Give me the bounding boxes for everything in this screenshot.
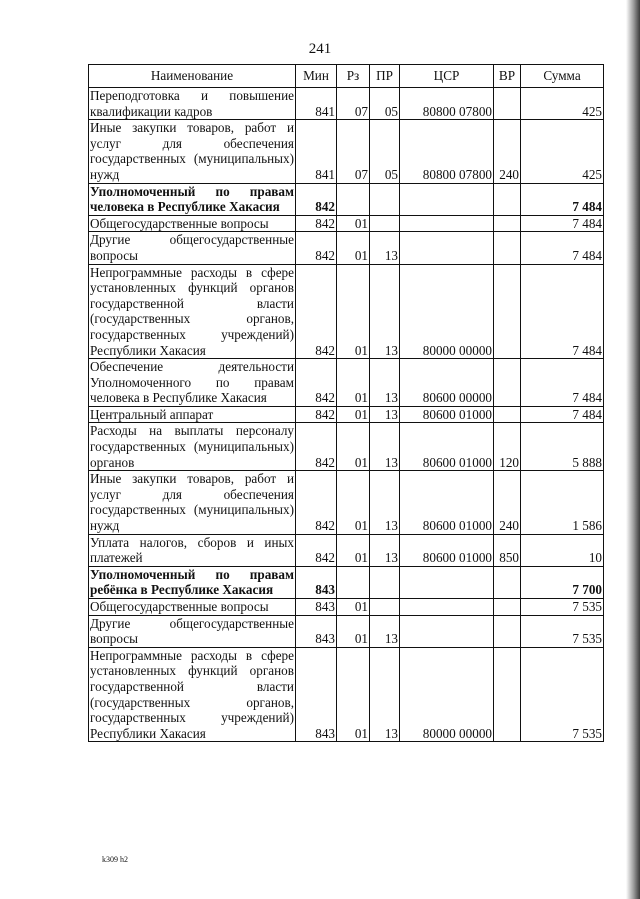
cell-vr [494, 647, 521, 742]
cell-rz: 07 [337, 120, 370, 183]
cell-rz: 01 [337, 471, 370, 534]
cell-min: 843 [296, 615, 337, 647]
cell-rz: 01 [337, 615, 370, 647]
table-row [89, 264, 604, 359]
cell-vr [494, 264, 521, 359]
cell-sum: 425 [521, 120, 604, 183]
cell-csr [400, 599, 494, 616]
table-row [89, 183, 604, 215]
cell-pr [370, 183, 400, 215]
table-row [89, 120, 604, 183]
cell-pr [370, 599, 400, 616]
cell-pr: 13 [370, 423, 400, 471]
cell-min: 842 [296, 534, 337, 566]
cell-min: 842 [296, 232, 337, 264]
header-min: Мин [296, 65, 337, 88]
cell-sum: 1 586 [521, 471, 604, 534]
table-row [89, 232, 604, 264]
cell-csr [400, 615, 494, 647]
cell-name: Общегосударственные вопросы [89, 599, 296, 616]
cell-csr: 80000 00000 [400, 647, 494, 742]
cell-csr: 80600 01000 [400, 406, 494, 423]
cell-name: Непрограммные расходы в сфере установленных функций органов государственной власти (государственных органов, государственных учреждений) Республики Хакасия [90, 647, 294, 741]
cell-vr: 240 [494, 471, 521, 534]
cell-min: 843 [296, 647, 337, 742]
cell-min: 842 [296, 406, 337, 423]
table-header-row [89, 65, 604, 88]
header-rz: Рз [337, 65, 370, 88]
cell-min: 842 [296, 183, 337, 215]
cell-csr: 80800 07800 [400, 120, 494, 183]
cell-pr: 13 [370, 264, 400, 359]
cell-pr: 05 [370, 120, 400, 183]
cell-pr: 13 [370, 406, 400, 423]
cell-name: Другие общегосударственные вопросы [90, 232, 294, 263]
cell-min: 842 [296, 471, 337, 534]
cell-sum: 7 484 [521, 406, 604, 423]
cell-sum: 425 [521, 88, 604, 120]
cell-vr [494, 615, 521, 647]
cell-sum: 7 535 [521, 615, 604, 647]
cell-rz: 01 [337, 215, 370, 232]
cell-csr: 80600 01000 [400, 423, 494, 471]
cell-name: Другие общегосударственные вопросы [90, 615, 294, 647]
cell-min: 841 [296, 120, 337, 183]
cell-vr [494, 566, 521, 598]
cell-min: 843 [296, 599, 337, 616]
cell-name: Обеспечение деятельности Уполномоченного по правам человека в Республике Хакасия [90, 359, 294, 406]
header-name: Наименование [89, 65, 296, 88]
cell-name: Уполномоченный по правам ребёнка в Республике Хакасия [90, 566, 294, 598]
cell-rz [337, 183, 370, 215]
table-row [89, 215, 604, 232]
table-body [89, 88, 604, 742]
cell-sum: 7 484 [521, 215, 604, 232]
cell-vr: 240 [494, 120, 521, 183]
cell-pr: 13 [370, 534, 400, 566]
table-row [89, 359, 604, 407]
cell-sum: 7 484 [521, 264, 604, 359]
table-row [89, 534, 604, 566]
cell-csr: 80600 00000 [400, 359, 494, 407]
header-sum: Сумма [521, 65, 604, 88]
cell-csr [400, 232, 494, 264]
cell-pr: 13 [370, 359, 400, 407]
cell-sum: 7 535 [521, 647, 604, 742]
cell-csr [400, 215, 494, 232]
header-csr: ЦСР [400, 65, 494, 88]
table-row [89, 423, 604, 471]
cell-min: 842 [296, 215, 337, 232]
cell-pr: 05 [370, 88, 400, 120]
cell-vr [494, 359, 521, 407]
table-row [89, 599, 604, 616]
table-row [89, 406, 604, 423]
header-pr: ПР [370, 65, 400, 88]
cell-sum: 7 484 [521, 183, 604, 215]
cell-name: Переподготовка и повышение квалификации кадров [90, 88, 294, 119]
cell-name: Общегосударственные вопросы [89, 215, 296, 232]
cell-sum: 7 535 [521, 599, 604, 616]
scan-edge-shadow [626, 0, 640, 899]
cell-min: 841 [296, 88, 337, 120]
cell-rz: 07 [337, 88, 370, 120]
cell-sum: 5 888 [521, 423, 604, 471]
cell-pr [370, 215, 400, 232]
cell-rz: 01 [337, 264, 370, 359]
cell-sum: 7 484 [521, 232, 604, 264]
cell-vr [494, 406, 521, 423]
cell-csr: 80000 00000 [400, 264, 494, 359]
cell-pr: 13 [370, 615, 400, 647]
cell-sum: 10 [521, 534, 604, 566]
cell-min: 842 [296, 264, 337, 359]
cell-pr: 13 [370, 232, 400, 264]
cell-rz [337, 566, 370, 598]
cell-pr [370, 566, 400, 598]
cell-vr [494, 215, 521, 232]
cell-name: Расходы на выплаты персоналу государственных (муниципальных) органов [90, 423, 294, 470]
cell-name: Уполномоченный по правам человека в Республике Хакасия [90, 183, 294, 215]
cell-csr: 80600 01000 [400, 534, 494, 566]
cell-name: Иные закупки товаров, работ и услуг для обеспечения государственных (муниципальных) нужд [90, 120, 294, 182]
budget-table [88, 64, 604, 742]
cell-name: Уплата налогов, сборов и иных платежей [90, 534, 294, 566]
header-vr: ВР [494, 65, 521, 88]
cell-name: Иные закупки товаров, работ и услуг для обеспечения государственных (муниципальных) нужд [90, 471, 294, 534]
footer-code: k309 h2 [102, 855, 128, 864]
page-number: 241 [308, 41, 332, 57]
cell-rz: 01 [337, 406, 370, 423]
table-row [89, 471, 604, 534]
cell-rz: 01 [337, 359, 370, 407]
cell-vr [494, 183, 521, 215]
cell-pr: 13 [370, 471, 400, 534]
cell-rz: 01 [337, 647, 370, 742]
cell-min: 843 [296, 566, 337, 598]
cell-name: Центральный аппарат [89, 406, 296, 423]
cell-rz: 01 [337, 232, 370, 264]
table-row [89, 647, 604, 742]
cell-csr [400, 566, 494, 598]
cell-rz: 01 [337, 534, 370, 566]
cell-sum: 7 484 [521, 359, 604, 407]
cell-min: 842 [296, 423, 337, 471]
cell-csr: 80600 01000 [400, 471, 494, 534]
cell-vr [494, 232, 521, 264]
cell-name: Непрограммные расходы в сфере установленных функций органов государственной власти (государственных органов, государственных учреждений) Республики Хакасия [90, 264, 294, 358]
cell-rz: 01 [337, 599, 370, 616]
cell-pr: 13 [370, 647, 400, 742]
cell-vr [494, 88, 521, 120]
cell-rz: 01 [337, 423, 370, 471]
cell-vr: 850 [494, 534, 521, 566]
cell-sum: 7 700 [521, 566, 604, 598]
cell-min: 842 [296, 359, 337, 407]
table-row [89, 566, 604, 598]
table-row [89, 88, 604, 120]
cell-csr: 80800 07800 [400, 88, 494, 120]
cell-csr [400, 183, 494, 215]
cell-vr: 120 [494, 423, 521, 471]
cell-vr [494, 599, 521, 616]
table-row [89, 615, 604, 647]
